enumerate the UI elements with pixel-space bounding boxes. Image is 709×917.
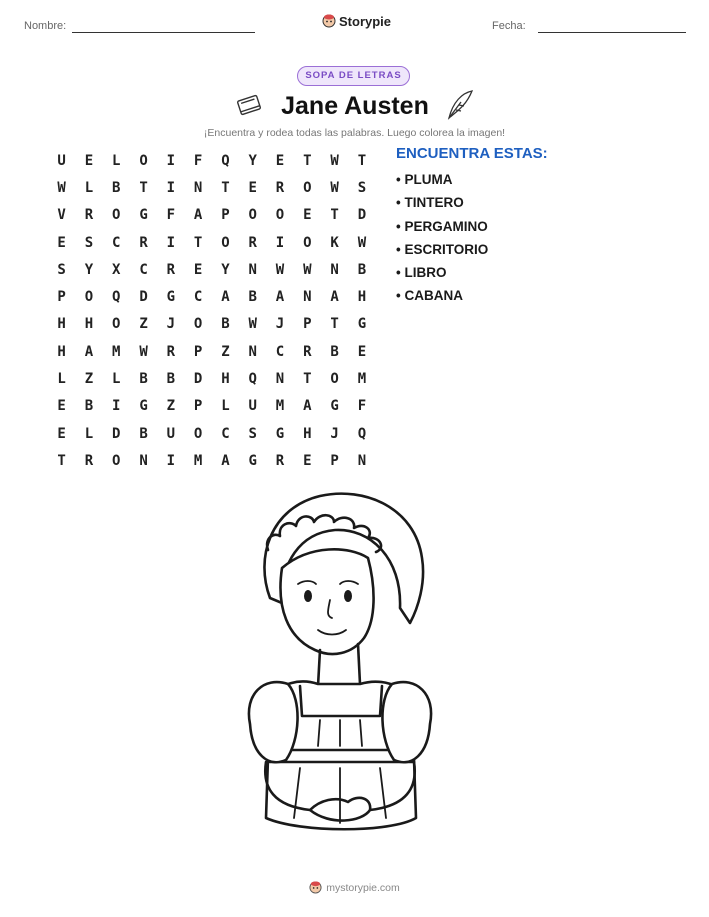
grid-letter[interactable]: Q <box>221 152 230 169</box>
grid-letter[interactable]: S <box>84 234 94 251</box>
grid-letter[interactable]: O <box>248 207 257 224</box>
word-list-item: • CABANA <box>396 288 463 304</box>
grid-letter[interactable]: S <box>248 425 257 442</box>
grid-letter[interactable]: F <box>357 398 367 415</box>
puzzle-type-badge: SOPA DE LETRAS <box>297 66 410 86</box>
grid-letter[interactable]: T <box>330 207 339 224</box>
grid-letter[interactable]: O <box>84 289 94 306</box>
grid-letter[interactable]: E <box>303 207 312 224</box>
grid-letter[interactable]: Q <box>357 425 367 442</box>
grid-letter[interactable]: N <box>303 289 312 306</box>
grid-letter[interactable]: T <box>303 371 312 388</box>
grid-letter[interactable]: S <box>57 261 66 278</box>
grid-letter[interactable]: B <box>330 343 339 360</box>
grid-letter[interactable]: P <box>221 207 230 224</box>
grid-letter[interactable]: H <box>357 289 367 306</box>
grid-letter[interactable]: A <box>221 452 230 469</box>
grid-letter[interactable]: J <box>275 316 285 333</box>
grid-letter[interactable]: Y <box>248 152 257 169</box>
grid-letter[interactable]: R <box>275 452 285 469</box>
grid-letter[interactable]: A <box>330 289 339 306</box>
grid-letter[interactable]: J <box>330 425 339 442</box>
grid-letter[interactable]: P <box>57 289 66 306</box>
grid-letter[interactable]: L <box>84 179 94 196</box>
grid-letter[interactable]: N <box>357 452 367 469</box>
grid-letter[interactable]: N <box>330 261 339 278</box>
grid-letter[interactable]: A <box>303 398 312 415</box>
grid-letter[interactable]: B <box>139 371 148 388</box>
grid-letter[interactable]: E <box>57 398 66 415</box>
grid-letter[interactable]: H <box>84 316 94 333</box>
grid-letter[interactable]: I <box>166 152 176 169</box>
grid-letter[interactable]: I <box>275 234 285 251</box>
grid-letter[interactable]: T <box>57 452 66 469</box>
date-line[interactable] <box>538 32 686 33</box>
grid-letter[interactable]: N <box>193 179 203 196</box>
grid-letter[interactable]: T <box>139 179 148 196</box>
grid-letter[interactable]: O <box>112 207 121 224</box>
grid-letter[interactable]: O <box>112 316 121 333</box>
grid-letter[interactable]: D <box>193 371 203 388</box>
grid-letter[interactable]: L <box>112 152 121 169</box>
grid-letter[interactable]: W <box>275 261 285 278</box>
grid-letter[interactable]: O <box>303 179 312 196</box>
grid-letter[interactable]: W <box>139 343 148 360</box>
grid-letter[interactable]: Y <box>84 261 94 278</box>
grid-letter[interactable]: P <box>303 316 312 333</box>
grid-letter[interactable]: O <box>112 452 121 469</box>
grid-letter[interactable]: I <box>112 398 121 415</box>
name-label: Nombre: <box>24 20 67 32</box>
grid-letter[interactable]: G <box>330 398 339 415</box>
grid-letter[interactable]: Q <box>112 289 121 306</box>
grid-letter[interactable]: N <box>139 452 148 469</box>
grid-letter[interactable]: C <box>275 343 285 360</box>
grid-letter[interactable]: W <box>330 152 339 169</box>
grid-letter[interactable]: E <box>57 425 66 442</box>
grid-letter[interactable]: N <box>248 261 257 278</box>
grid-letter[interactable]: B <box>221 316 230 333</box>
grid-letter[interactable]: M <box>275 398 285 415</box>
grid-letter[interactable]: T <box>221 179 230 196</box>
grid-letter[interactable]: M <box>112 343 121 360</box>
grid-letter[interactable]: A <box>193 207 203 224</box>
grid-letter[interactable]: G <box>139 398 148 415</box>
grid-letter[interactable]: M <box>193 452 203 469</box>
grid-letter[interactable]: D <box>139 289 148 306</box>
grid-letter[interactable]: R <box>248 234 257 251</box>
grid-letter[interactable]: W <box>57 179 66 196</box>
grid-letter[interactable]: B <box>84 398 94 415</box>
word-list <box>396 172 488 312</box>
grid-letter[interactable]: G <box>248 452 257 469</box>
word-list-item: • TINTERO <box>396 195 464 211</box>
grid-letter[interactable]: C <box>139 261 148 278</box>
grid-letter[interactable]: R <box>275 179 285 196</box>
grid-letter[interactable]: M <box>357 371 367 388</box>
grid-letter[interactable]: G <box>166 289 176 306</box>
quill-icon <box>444 88 476 122</box>
grid-letter[interactable]: R <box>84 207 94 224</box>
grid-letter[interactable]: O <box>139 152 148 169</box>
grid-letter[interactable]: T <box>330 316 339 333</box>
grid-letter[interactable]: U <box>248 398 257 415</box>
grid-letter[interactable]: R <box>84 452 94 469</box>
grid-letter[interactable]: W <box>330 179 339 196</box>
grid-letter[interactable]: O <box>303 234 312 251</box>
grid-letter[interactable]: I <box>166 234 176 251</box>
grid-letter[interactable]: L <box>84 425 94 442</box>
grid-letter[interactable]: E <box>57 234 66 251</box>
grid-letter[interactable]: J <box>166 316 176 333</box>
grid-letter[interactable]: E <box>193 261 203 278</box>
word-list-item: • PLUMA <box>396 172 453 187</box>
grid-letter[interactable]: T <box>193 234 203 251</box>
grid-letter[interactable]: B <box>139 425 148 442</box>
grid-letter[interactable]: E <box>357 343 367 360</box>
footer <box>0 880 709 895</box>
book-icon <box>234 92 264 118</box>
grid-letter[interactable]: R <box>139 234 148 251</box>
word-list-item: • ESCRITORIO <box>396 241 489 257</box>
grid-letter[interactable]: O <box>193 425 203 442</box>
word-list-item: • PERGAMINO <box>396 218 488 234</box>
grid-letter[interactable]: A <box>275 289 285 306</box>
grid-letter[interactable]: Y <box>221 261 230 278</box>
jane-austen-illustration[interactable] <box>240 488 470 858</box>
grid-letter[interactable]: D <box>357 207 367 224</box>
brand-name: Storypie <box>339 13 392 29</box>
grid-letter[interactable]: X <box>112 261 121 278</box>
grid-letter[interactable]: L <box>221 398 230 415</box>
grid-letter[interactable]: G <box>357 316 367 333</box>
grid-letter[interactable]: E <box>248 179 257 196</box>
grid-letter[interactable]: E <box>303 452 312 469</box>
grid-letter[interactable]: Z <box>139 316 148 333</box>
grid-letter[interactable]: H <box>57 316 66 333</box>
grid-letter[interactable]: O <box>193 316 203 333</box>
instructions: ¡Encuentra y rodea todas las palabras. Luego colorea la imagen! <box>203 127 506 139</box>
grid-letter[interactable]: U <box>166 425 176 442</box>
grid-letter[interactable]: T <box>357 152 367 169</box>
grid-letter[interactable]: R <box>303 343 312 360</box>
grid-letter[interactable]: W <box>248 316 257 333</box>
storypie-logo-icon <box>322 13 336 29</box>
brand <box>322 13 391 29</box>
grid-letter[interactable]: Z <box>221 343 230 360</box>
grid-letter[interactable]: Z <box>84 371 94 388</box>
grid-letter[interactable]: R <box>166 343 176 360</box>
grid-letter[interactable]: H <box>57 343 66 360</box>
word-list-heading: ENCUENTRA ESTAS: <box>396 145 548 162</box>
grid-letter[interactable]: F <box>193 152 203 169</box>
grid-letter[interactable]: S <box>357 179 367 196</box>
grid-letter[interactable]: H <box>221 371 230 388</box>
grid-letter[interactable]: R <box>166 261 176 278</box>
word-search-grid[interactable] <box>48 147 376 475</box>
grid-letter[interactable]: F <box>166 207 176 224</box>
grid-letter[interactable]: E <box>275 152 285 169</box>
grid-letter[interactable]: U <box>57 152 66 169</box>
storypie-logo-icon <box>309 880 322 895</box>
grid-letter[interactable]: I <box>166 452 176 469</box>
grid-letter[interactable]: H <box>303 425 312 442</box>
grid-letter[interactable]: N <box>275 371 285 388</box>
grid-letter[interactable]: W <box>303 261 312 278</box>
grid-letter[interactable]: D <box>112 425 121 442</box>
grid-letter[interactable]: I <box>166 179 176 196</box>
grid-letter[interactable]: G <box>275 425 285 442</box>
grid-letter[interactable]: Z <box>166 398 176 415</box>
grid-letter[interactable]: K <box>330 234 339 251</box>
grid-letter[interactable]: W <box>357 234 367 251</box>
grid-letter[interactable]: B <box>112 179 121 196</box>
grid-letter[interactable]: O <box>330 371 339 388</box>
grid-letter[interactable]: A <box>84 343 94 360</box>
grid-letter[interactable]: B <box>248 289 257 306</box>
grid-letter[interactable]: P <box>193 398 203 415</box>
grid-letter[interactable]: B <box>166 371 176 388</box>
grid-letter[interactable]: T <box>303 152 312 169</box>
page-title: Jane Austen <box>281 92 429 120</box>
name-line[interactable] <box>72 32 255 33</box>
grid-letter[interactable]: P <box>193 343 203 360</box>
grid-letter[interactable]: C <box>221 425 230 442</box>
grid-letter[interactable]: V <box>57 207 66 224</box>
grid-letter[interactable]: O <box>221 234 230 251</box>
grid-letter[interactable]: C <box>193 289 203 306</box>
grid-letter[interactable]: O <box>275 207 285 224</box>
footer-url[interactable]: mystorypie.com <box>326 881 400 894</box>
grid-letter[interactable]: A <box>221 289 230 306</box>
grid-letter[interactable]: G <box>139 207 148 224</box>
grid-letter[interactable]: Q <box>248 371 257 388</box>
date-label: Fecha: <box>492 20 526 32</box>
grid-letter[interactable]: P <box>330 452 339 469</box>
grid-letter[interactable]: L <box>57 371 66 388</box>
word-list-item: • LIBRO <box>396 265 447 281</box>
grid-letter[interactable]: E <box>84 152 94 169</box>
grid-letter[interactable]: B <box>357 261 367 278</box>
grid-letter[interactable]: L <box>112 371 121 388</box>
grid-letter[interactable]: C <box>112 234 121 251</box>
grid-letter[interactable]: N <box>248 343 257 360</box>
